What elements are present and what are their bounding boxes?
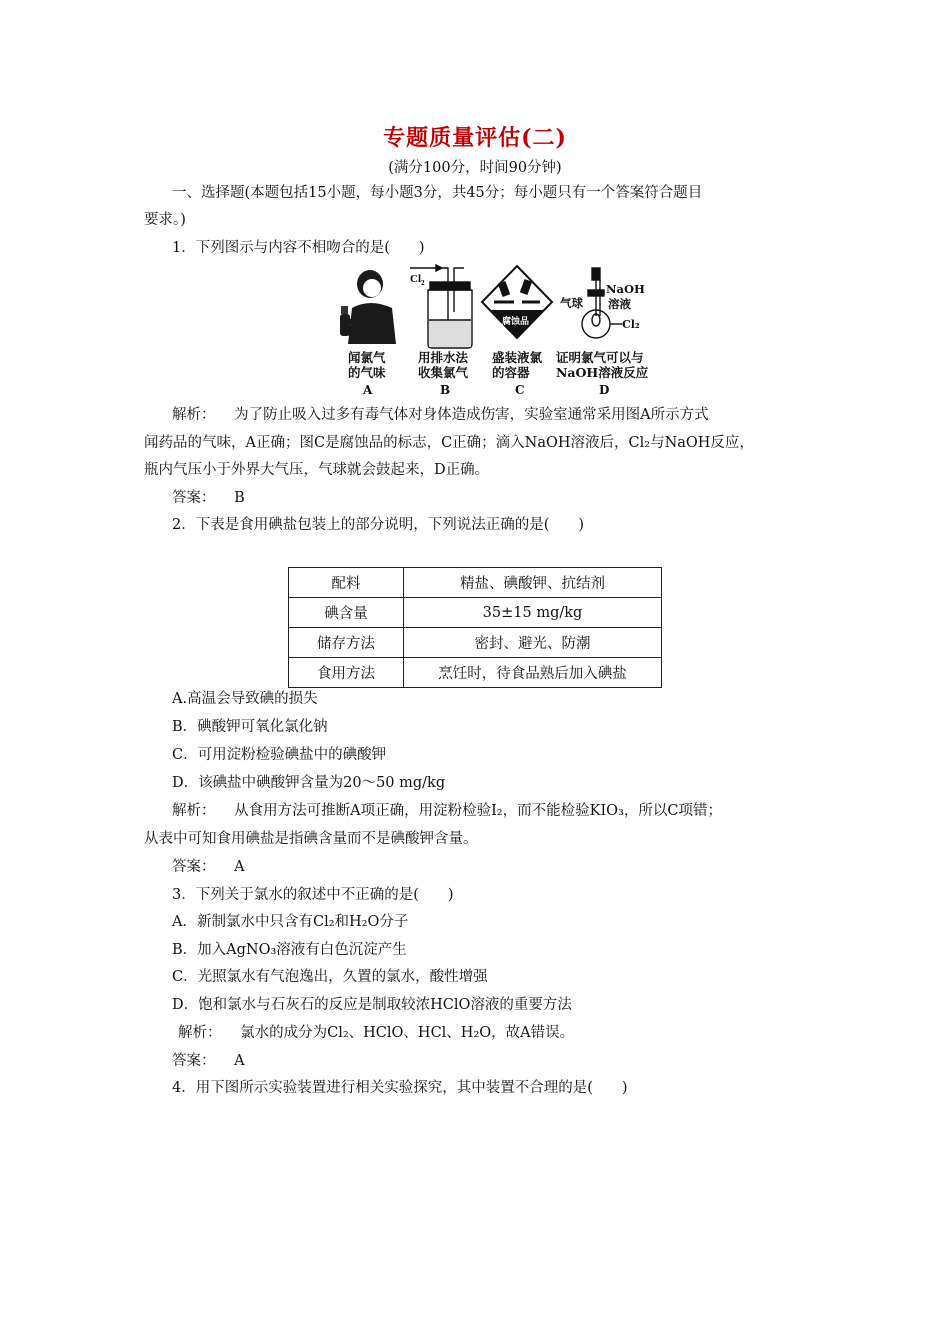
q1-d-naoh-label-1: NaOH <box>606 282 645 296</box>
q1-figure <box>330 262 660 402</box>
q2-stem: 2．下表是食用碘盐包装上的部分说明，下列说法正确的是( ) <box>172 517 585 533</box>
q2-analysis-text1: 从食用方法可推断A项正确，用淀粉检验I₂，而不能检验KIO₃，所以C项错； <box>234 803 722 819</box>
q1-b-caption-2: 收集氯气 <box>418 365 469 380</box>
q2-analysis-line2: 从表中可知食用碘盐是指碘含量而不是碘酸钾含量。 <box>144 831 478 847</box>
q1-analysis-label: 解析： <box>172 407 216 423</box>
q1-answer-label: 答案： <box>172 490 216 506</box>
table-row <box>289 598 662 628</box>
q3-answer: A <box>234 1053 245 1069</box>
q1-d-caption-2: NaOH溶液反应 <box>556 365 649 380</box>
q1-a-caption-1: 闻氯气 <box>348 350 386 365</box>
q1-c-letter: C <box>515 383 525 397</box>
q1-a-caption-2: 的气味 <box>348 365 386 380</box>
table-row <box>289 568 662 598</box>
q1-stem: 1．下列图示与内容不相吻合的是( ) <box>172 240 425 256</box>
table-cell-value: 密封、避光、防潮 <box>404 628 662 658</box>
table-row <box>289 628 662 658</box>
q3-answer-label: 答案： <box>172 1053 216 1069</box>
table-cell-key: 配料 <box>289 568 404 598</box>
page-title: 专题质量评估(二) <box>383 125 567 151</box>
q1-analysis-line3: 瓶内气压小于外界大气压，气球就会鼓起来，D正确。 <box>144 462 490 478</box>
q1-d-naoh-label-2: 溶液 <box>608 297 631 311</box>
person-smelling-illustration <box>340 270 396 344</box>
page-subtitle: (满分100分，时间90分钟) <box>388 160 562 176</box>
q1-answer: B <box>234 490 245 506</box>
q1-b-cl2-label: Cl <box>410 273 421 285</box>
q2-answer-line <box>172 857 245 877</box>
table-cell-key: 储存方法 <box>289 628 404 658</box>
q1-c-caption-1: 盛装液氯 <box>492 350 543 365</box>
iodized-salt-table <box>288 567 662 688</box>
q3-analysis-line1 <box>178 1023 574 1043</box>
q3-answer-line <box>172 1051 245 1071</box>
q1-a-letter: A <box>363 383 373 397</box>
q3-analysis-label: 解析： <box>178 1025 222 1041</box>
q2-analysis-label: 解析： <box>172 803 216 819</box>
q1-b-caption-1: 用排水法 <box>418 350 469 365</box>
q2-option-b: B．碘酸钾可氧化氯化钠 <box>172 719 328 735</box>
q1-d-letter: D <box>599 383 610 397</box>
q3-option-d: D．饱和氯水与石灰石的反应是制取较浓HClO溶液的重要方法 <box>172 997 572 1013</box>
q3-option-b: B．加入AgNO₃溶液有白色沉淀产生 <box>172 942 407 958</box>
table-cell-value: 精盐、碘酸钾、抗结剂 <box>404 568 662 598</box>
q1-answer-line <box>172 488 245 508</box>
q2-answer: A <box>234 859 245 875</box>
q1-c-caption-2: 的容器 <box>492 365 530 380</box>
q3-stem: 3．下列关于氯水的叙述中不正确的是( ) <box>172 887 454 903</box>
table-cell-value: 35±15 mg/kg <box>404 598 662 628</box>
q3-option-a: A．新制氯水中只含有Cl₂和H₂O分子 <box>172 914 409 930</box>
q2-analysis-line1 <box>172 801 722 821</box>
svg-text:2: 2 <box>421 279 425 287</box>
q1-analysis-line2: 闻药品的气味，A正确；图C是腐蚀品的标志，C正确；滴入NaOH溶液后，Cl₂与NaOH反应， <box>144 435 754 451</box>
table-cell-key: 碘含量 <box>289 598 404 628</box>
q1-analysis-line1 <box>172 405 709 425</box>
q1-d-caption-1: 证明氯气可以与 <box>556 350 644 365</box>
section-heading-line1: 一、选择题(本题包括15小题，每小题3分，共45分；每小题只有一个答案符合题目 <box>172 185 703 201</box>
q2-option-a: A.高温会导致碘的损失 <box>172 691 318 707</box>
section-heading-line2: 要求。) <box>144 212 186 228</box>
table-cell-value: 烹饪时，待食品熟后加入碘盐 <box>404 658 662 688</box>
table-cell-key: 食用方法 <box>289 658 404 688</box>
table-row <box>289 658 662 688</box>
q2-option-c: C．可用淀粉检验碘盐中的碘酸钾 <box>172 747 387 763</box>
q1-d-balloon-label: 气球 <box>560 296 583 310</box>
q1-d-cl2-label: Cl₂ <box>622 318 640 331</box>
q2-option-d: D．该碘盐中碘酸钾含量为20～50 mg/kg <box>172 775 446 791</box>
q3-analysis-text1: 氯水的成分为Cl₂、HClO、HCl、H₂O，故A错误。 <box>240 1025 575 1041</box>
q1-b-letter: B <box>440 383 451 397</box>
q3-option-c: C．光照氯水有气泡逸出，久置的氯水，酸性增强 <box>172 969 488 985</box>
q2-answer-label: 答案： <box>172 859 216 875</box>
q1-analysis-text1: 为了防止吸入过多有毒气体对身体造成伤害，实验室通常采用图A所示方式 <box>234 407 709 423</box>
q4-stem: 4．用下图所示实验装置进行相关实验探究，其中装置不合理的是( ) <box>172 1080 628 1096</box>
corrosive-sign-label: 腐蚀品 <box>502 317 530 327</box>
